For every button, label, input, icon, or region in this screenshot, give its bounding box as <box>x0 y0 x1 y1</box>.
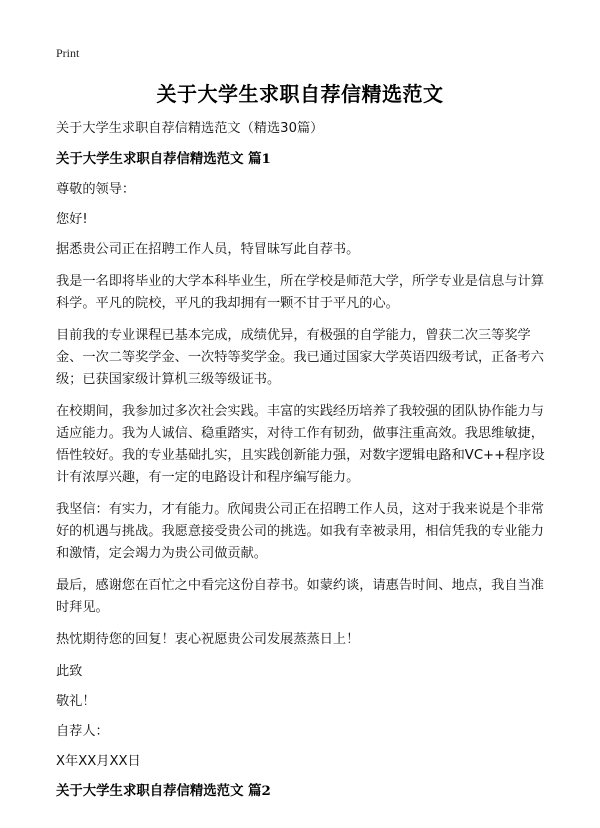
paragraph-2: 我是一名即将毕业的大学本科毕业生，所在学校是师范大学，所学专业是信息与计算科学。平凡的院校，平凡的我却拥有一颗不甘于平凡的心。 <box>56 274 544 311</box>
date-line: X年XX月XX日 <box>56 754 141 769</box>
paragraph-7: 热忱期待您的回复！衷心祝愿贵公司发展蒸蒸日上！ <box>56 632 360 647</box>
paragraph-6: 最后，感谢您在百忙之中看完这份自荐书。如蒙约谈，请惠告时间、地点，我自当准时拜见。 <box>56 578 544 615</box>
salutation: 尊敬的领导： <box>56 182 136 197</box>
paragraph-5: 我坚信：有实力，才有能力。欣闻贵公司正在招聘工作人员，这对于我来说是个非常好的机遇与挑战。我愿意接受贵公司的挑选。如我有幸被录用，相信凭我的专业能力和激情，定会竭力为贵公司做贡献。 <box>56 502 544 561</box>
closing-line-2: 敬礼！ <box>56 694 96 709</box>
section-heading-2: 关于大学生求职自荐信精选范文 篇2 <box>56 783 271 799</box>
paragraph-3: 目前我的专业课程已基本完成，成绩优异，有极强的自学能力，曾获二次三等奖学金、一次二等奖学金、一次特等奖学金。我已通过国家大学英语四级考试，正备考六级；已获国家级计算机三级等级证书。 <box>56 328 544 387</box>
closing-line-1: 此致 <box>56 664 83 679</box>
document-content <box>56 118 556 811</box>
greeting: 您好! <box>56 212 88 227</box>
print-label[interactable]: Print <box>56 46 80 60</box>
page-title: 关于大学生求职自荐信精选范文 <box>156 82 444 106</box>
section-heading-1: 关于大学生求职自荐信精选范文 篇1 <box>56 151 271 167</box>
paragraph-4: 在校期间，我参加过多次社会实践。丰富的实践经历培养了我较强的团队协作能力与适应能力。我为人诚信、稳重踏实，对待工作有韧劲，做事注重高效。我思维敏捷，悟性较好。我的专业基础扎实，且实践创新能力强，对数字逻辑电路和VC++程序设计有浓厚兴趣，有一定的电路设计和程序编写能力。 <box>56 404 545 485</box>
signature-line: 自荐人： <box>56 724 109 739</box>
paragraph-1: 据悉贵公司正在招聘工作人员，特冒昧写此自荐书。 <box>56 242 360 257</box>
document-subtitle: 关于大学生求职自荐信精选范文（精选30篇） <box>56 121 324 136</box>
